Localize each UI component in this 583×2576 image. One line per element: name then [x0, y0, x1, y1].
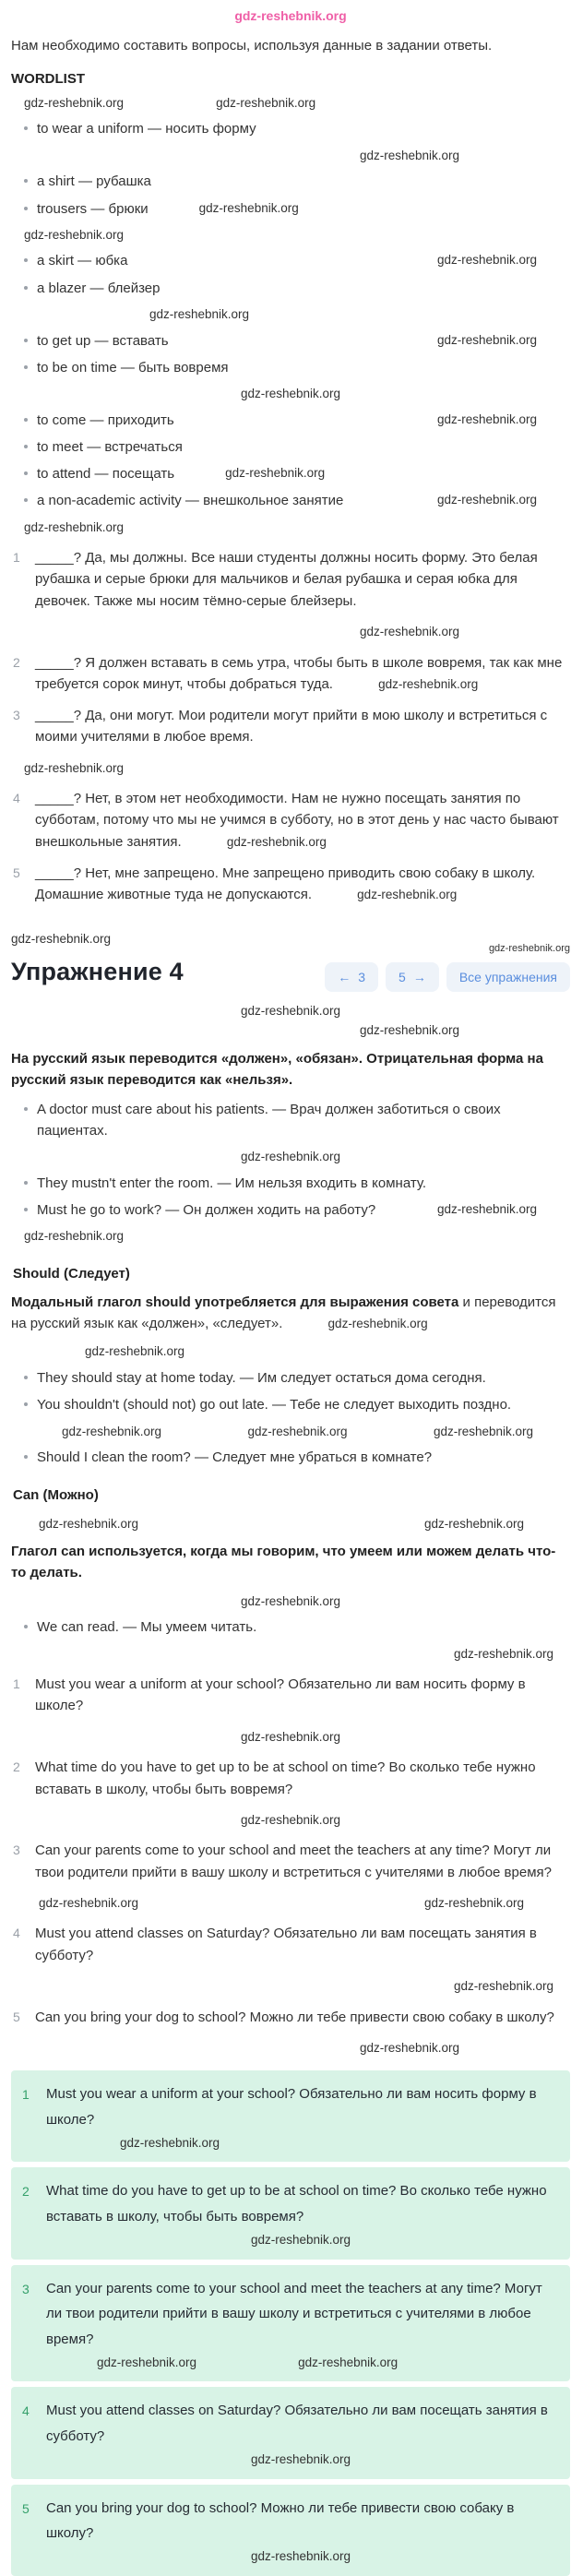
question-number: 3	[13, 1843, 20, 1858]
wordlist-item-text: trousers — брюки	[37, 200, 149, 217]
question-item	[11, 1757, 570, 1800]
watermark: gdz-reshebnik.org	[250, 2549, 351, 2564]
wordlist-item	[11, 330, 570, 352]
answer-number: 5	[13, 865, 20, 880]
watermark-row	[11, 93, 570, 113]
watermark: gdz-reshebnik.org	[453, 1646, 553, 1661]
watermark: gdz-reshebnik.org	[62, 1424, 162, 1438]
watermark-row	[11, 1893, 570, 1914]
watermark: gdz-reshebnik.org	[423, 1895, 524, 1910]
must-example	[11, 1099, 570, 1142]
question-text: Can you bring your dog to school? Можно ли тебе привести свою собаку в школу?	[35, 2009, 554, 2025]
solution-number: 2	[22, 2184, 30, 2200]
should-rule-rest: и переводится на русский язык как «должен», «следует».	[11, 1294, 556, 1332]
should-title: Should (Следует)	[13, 1265, 130, 1282]
wordlist-item-text: to be on time — быть вовремя	[37, 359, 229, 376]
must-example	[11, 1199, 570, 1221]
arrow-right-icon: →	[412, 969, 426, 984]
wordlist-item	[11, 463, 570, 484]
answer-text: _____? Да, мы должны. Все наши студенты должны носить форму. Это белая рубашка и серые брюки для мальчиков и белая рубашка и серая юбка для девочек. Также мы носим тёмно-серые блейзеры.	[35, 550, 538, 609]
watermark: gdz-reshebnik.org	[359, 148, 459, 162]
watermark: gdz-reshebnik.org	[240, 1812, 341, 1827]
question-number: 1	[13, 1676, 20, 1692]
watermark: gdz-reshebnik.org	[240, 1150, 341, 1164]
must-example-text: A doctor must care about his patients. — Врач должен заботиться о своих пациентах.	[37, 1101, 501, 1139]
must-example-text: Must he go to work? — Он должен ходить на работу?	[37, 1201, 376, 1218]
should-example	[11, 1447, 570, 1468]
watermark: gdz-reshebnik.org	[436, 332, 537, 347]
must-example	[11, 1173, 570, 1194]
wordlist-item	[11, 490, 570, 511]
question-text: What time do you have to get up to be at school on time? Во сколько тебе нужно вставать в школу, чтобы быть вовремя?	[35, 1759, 536, 1797]
watermark: gdz-reshebnik.org	[85, 1344, 185, 1359]
watermark: gdz-reshebnik.org	[433, 1424, 533, 1438]
bullet-icon	[24, 207, 28, 210]
solution-number: 3	[22, 2281, 30, 2296]
watermark: gdz-reshebnik.org	[327, 1317, 428, 1331]
watermark: gdz-reshebnik.org	[240, 1593, 341, 1608]
wordlist-item	[11, 171, 570, 192]
wordlist-item-text: a non-academic activity — внешкольное занятие	[37, 493, 344, 509]
watermark: gdz-reshebnik.org	[359, 2040, 459, 2055]
can-example-text: We can read. — Мы умеем читать.	[37, 1619, 257, 1636]
watermark: gdz-reshebnik.org	[436, 253, 537, 268]
solution-item	[11, 2167, 570, 2259]
bullet-icon	[24, 418, 28, 422]
solutions-section	[11, 2070, 570, 2575]
wordlist-item-text: a skirt — юбка	[37, 253, 128, 269]
question-text: Must you wear a uniform at your school? Обязательно ли вам носить форму в школе?	[35, 1676, 526, 1714]
watermark: gdz-reshebnik.org	[24, 519, 125, 534]
exercise-nav	[325, 962, 570, 992]
watermark: gdz-reshebnik.org	[250, 2232, 351, 2247]
can-title: Can (Можно)	[13, 1487, 99, 1504]
watermark: gdz-reshebnik.org	[198, 200, 299, 215]
wordlist-item	[11, 118, 570, 139]
wordlist-item	[11, 357, 570, 378]
bullet-icon	[24, 339, 28, 342]
solution-item	[11, 2485, 570, 2576]
can-example	[11, 1616, 570, 1638]
wordlist-item-text: to attend — посещать	[37, 466, 175, 483]
can-rule-text: Глагол can используется, когда мы говорим, что умеем или можем делать что-то делать.	[11, 1544, 556, 1581]
arrow-left-icon: ←	[338, 969, 351, 984]
bullet-icon	[24, 365, 28, 369]
bullet-icon	[24, 1208, 28, 1211]
watermark: gdz-reshebnik.org	[436, 1201, 537, 1216]
wordlist-item-text: to get up — вставать	[37, 332, 169, 349]
solution-number: 4	[22, 2403, 30, 2419]
solution-item	[11, 2265, 570, 2382]
wordlist-item	[11, 198, 570, 220]
answer-item	[11, 705, 570, 748]
watermark-row	[11, 1514, 570, 1534]
watermark: gdz-reshebnik.org	[24, 95, 125, 110]
bullet-icon	[24, 1107, 28, 1111]
all-exercises-label: Все упражнения	[458, 969, 557, 984]
wordlist-item	[11, 436, 570, 458]
watermark: gdz-reshebnik.org	[120, 2135, 220, 2150]
solution-item	[11, 2070, 570, 2162]
bullet-icon	[24, 445, 28, 448]
watermark: gdz-reshebnik.org	[359, 1023, 459, 1038]
solution-text: Can you bring your dog to school? Можно ли тебе привести свою собаку в школу?	[46, 2499, 515, 2542]
watermark: gdz-reshebnik.org	[149, 306, 250, 321]
should-example-text: They should stay at home today. — Им следует остаться дома сегодня.	[37, 1370, 486, 1387]
answer-item	[11, 652, 570, 696]
watermark-row	[46, 2353, 555, 2373]
solution-item	[11, 2387, 570, 2478]
wordlist-item-text: to wear a uniform — носить форму	[37, 121, 256, 137]
bullet-icon	[24, 1625, 28, 1628]
watermark: gdz-reshebnik.org	[240, 1729, 341, 1744]
bullet-icon	[24, 1376, 28, 1379]
bullet-icon	[24, 498, 28, 502]
watermark-row	[11, 1422, 570, 1442]
watermark: gdz-reshebnik.org	[453, 1978, 553, 1993]
bullet-icon	[24, 258, 28, 262]
solution-number: 5	[22, 2500, 30, 2516]
solution-text: What time do you have to get up to be at school on time? Во сколько тебе нужно вставать в школу, чтобы быть вовремя?	[46, 2183, 547, 2225]
prev-exercise-label: 3	[358, 969, 366, 984]
wordlist-item-text: to meet — встречаться	[37, 438, 183, 455]
wordlist-item-text: a blazer — блейзер	[37, 280, 161, 296]
bullet-icon	[24, 1455, 28, 1459]
watermark: gdz-reshebnik.org	[488, 943, 570, 955]
watermark: gdz-reshebnik.org	[24, 1229, 125, 1244]
watermark: gdz-reshebnik.org	[226, 834, 327, 849]
watermark: gdz-reshebnik.org	[24, 227, 125, 242]
bullet-icon	[24, 471, 28, 475]
watermark: gdz-reshebnik.org	[39, 1516, 139, 1531]
watermark: gdz-reshebnik.org	[436, 493, 537, 507]
watermark: gdz-reshebnik.org	[39, 1895, 139, 1910]
watermark: gdz-reshebnik.org	[240, 1003, 341, 1018]
question-number: 2	[13, 1759, 20, 1775]
wordlist-item-text: a shirt — рубашка	[37, 173, 151, 190]
answer-text: _____? Я должен вставать в семь утра, чтобы быть в школе вовремя, так как мне требуется сорок минут, чтобы добраться туда.	[35, 654, 563, 692]
answer-number: 2	[13, 654, 20, 670]
task-intro: Нам необходимо составить вопросы, используя данные в задании ответы.	[11, 38, 493, 54]
question-item	[11, 2007, 570, 2028]
answer-number: 4	[13, 791, 20, 806]
bullet-icon	[24, 179, 28, 183]
should-rule-text	[11, 1292, 570, 1335]
watermark: gdz-reshebnik.org	[357, 888, 458, 902]
bullet-icon	[24, 286, 28, 290]
bullet-icon	[24, 126, 28, 130]
question-number: 5	[13, 2009, 20, 2024]
answer-text: _____? Нет, в этом нет необходимости. Нам не нужно посещать занятия по субботам, потому что мы не учимся в субботу, но в этот день у нас часто бывают внешкольные занятия.	[35, 791, 559, 850]
watermark: gdz-reshebnik.org	[359, 624, 459, 638]
watermark: gdz-reshebnik.org	[24, 760, 125, 775]
watermark: gdz-reshebnik.org	[97, 2355, 197, 2369]
should-example	[11, 1394, 570, 1415]
watermark: gdz-reshebnik.org	[247, 1424, 348, 1438]
should-example-text: You shouldn't (should not) go out late. — Тебе не следует выходить поздно.	[37, 1397, 512, 1413]
prev-exercise-button[interactable]	[325, 962, 378, 992]
should-rule-bold: Модальный глагол should употребляется для выражения совета	[11, 1294, 459, 1310]
solution-text: Can your parents come to your school and meet the teachers at any time? Могут ли твои родители прийти в вашу школу и встретиться с учителями в любое время?	[46, 2280, 542, 2348]
answer-item	[11, 863, 570, 906]
should-example	[11, 1367, 570, 1389]
question-text: Must you attend classes on Saturday? Обязательно ли вам посещать занятия в субботу?	[35, 1926, 537, 1963]
watermark: gdz-reshebnik.org	[216, 95, 316, 110]
watermark: gdz-reshebnik.org	[436, 411, 537, 426]
watermark: gdz-reshebnik.org	[378, 676, 479, 691]
watermark: gdz-reshebnik.org	[298, 2355, 399, 2369]
must-rule-text: На русский язык переводится «должен», «обязан». Отрицательная форма на русский язык переводится как «нельзя».	[11, 1051, 543, 1089]
watermark: gdz-reshebnik.org	[423, 1516, 524, 1531]
solution-number: 1	[22, 2087, 30, 2103]
question-text: Can your parents come to your school and meet the teachers at any time? Могут ли твои родители прийти в вашу школу и встретиться с учителями в любое время?	[35, 1843, 552, 1880]
watermark: gdz-reshebnik.org	[240, 387, 341, 401]
watermark: gdz-reshebnik.org	[250, 2451, 351, 2466]
question-item	[11, 1674, 570, 1717]
answer-item	[11, 547, 570, 612]
bullet-icon	[24, 1181, 28, 1185]
next-exercise-label: 5	[399, 969, 406, 984]
must-example-text: They mustn't enter the room. — Им нельзя входить в комнату.	[37, 1175, 427, 1191]
solution-text: Must you attend classes on Saturday? Обязательно ли вам посещать занятия в субботу?	[46, 2403, 548, 2445]
bullet-icon	[24, 1402, 28, 1406]
all-exercises-button[interactable]	[446, 962, 570, 992]
watermark: gdz-reshebnik.org	[11, 932, 112, 947]
wordlist-item	[11, 410, 570, 431]
exercise-title: Упражнение 4	[11, 957, 184, 985]
should-example-text: Should I clean the room? — Следует мне убраться в комнате?	[37, 1449, 433, 1466]
answer-text: _____? Да, они могут. Мои родители могут прийти в мою школу и встретиться с моими учителями в любое время.	[35, 708, 548, 745]
question-item	[11, 1840, 570, 1883]
question-item	[11, 1923, 570, 1966]
site-watermark-link[interactable]: gdz-reshebnik.org	[234, 8, 347, 23]
solution-text: Must you wear a uniform at your school? Обязательно ли вам носить форму в школе?	[46, 2086, 537, 2129]
wordlist-item	[11, 278, 570, 299]
question-number: 4	[13, 1926, 20, 1941]
next-exercise-button[interactable]	[386, 962, 439, 992]
answer-number: 1	[13, 550, 20, 566]
wordlist-title: WORDLIST	[11, 70, 85, 87]
answer-item	[11, 788, 570, 853]
answer-text: _____? Нет, мне запрещено. Мне запрещено приводить свою собаку в школу. Домашние животные туда не допускаются.	[35, 865, 536, 903]
exercise-header	[11, 929, 570, 991]
wordlist-item-text: to come — приходить	[37, 411, 174, 428]
answer-number: 3	[13, 708, 20, 723]
wordlist-item	[11, 250, 570, 271]
watermark: gdz-reshebnik.org	[225, 466, 326, 481]
